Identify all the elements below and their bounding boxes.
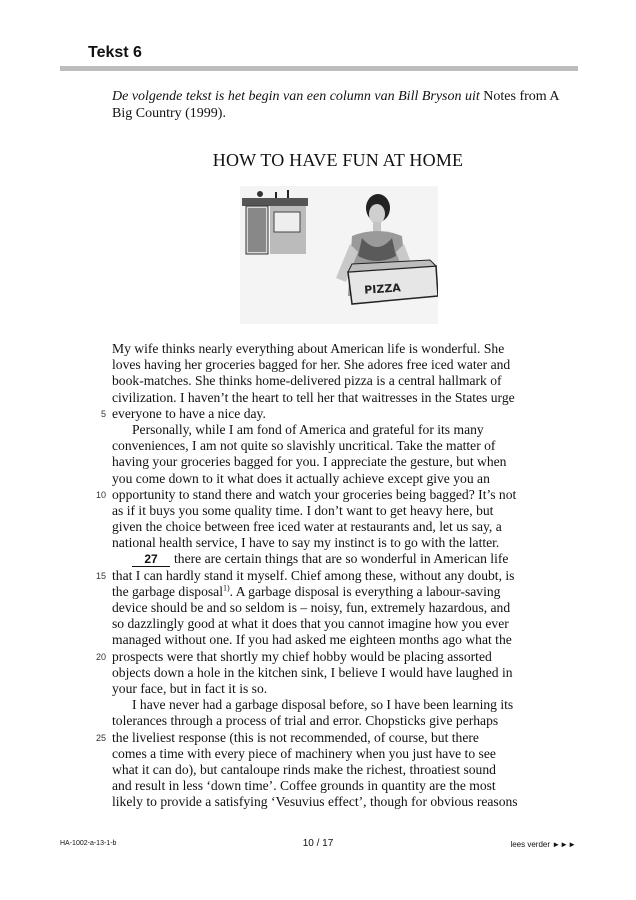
line-number: 10 bbox=[95, 489, 106, 500]
continue-indicator: lees verder ►►► bbox=[510, 840, 576, 849]
text-line: what it can do), but cantaloupe rinds make the richest, throatiest sound bbox=[112, 761, 496, 777]
exam-code: HA-1002-a-13-1-b bbox=[60, 840, 117, 847]
article-title: HOW TO HAVE FUN AT HOME bbox=[212, 150, 464, 170]
page-number: 10 / 17 bbox=[302, 838, 334, 849]
text-line: managed without one. If you had asked me eighteen months ago what the bbox=[112, 632, 512, 648]
text-line: device should be and so seldom is – noisy, fun, extremely hazardous, and bbox=[112, 600, 511, 615]
text-line: having your groceries bagged for you. I appreciate the gesture, but when bbox=[112, 454, 507, 470]
line-number: 25 bbox=[95, 732, 106, 743]
text-line: objects down a hole in the kitchen sink, I believe I would have laughed in bbox=[112, 664, 513, 680]
text-line: civilization. I haven’t the heart to tell her that waitresses in the States urge bbox=[112, 389, 515, 405]
section-title: Tekst 6 bbox=[88, 44, 142, 61]
text-line: 27 there are certain things that are so wonderful in American life bbox=[112, 551, 564, 567]
text-line: likely to provide a satisfying ‘Vesuvius effect’, though for obvious reasons bbox=[112, 794, 518, 810]
intro-book-title: Notes from A Big Country bbox=[112, 89, 559, 121]
text-line: as if it buys you some quality time. I don’t want to get heavy here, but bbox=[112, 502, 494, 518]
text-line: and result in less ‘down time’. Coffee grounds in quantity are the most bbox=[112, 778, 496, 794]
question-gap-27: 27 bbox=[132, 553, 170, 567]
text-line: 15 that I can hardly stand it myself. Chief among these, without any doubt, is bbox=[112, 568, 564, 584]
line-number: 20 bbox=[95, 651, 106, 662]
text-line: book-matches. She thinks home-delivered pizza is a central hallmark of bbox=[112, 373, 502, 389]
pizza-box-label: PIZZA bbox=[363, 281, 402, 297]
article-body bbox=[95, 341, 564, 810]
text-line: tolerances through a process of trial and error. Chopsticks give perhaps bbox=[112, 713, 499, 729]
pizza-woman-illustration bbox=[240, 186, 438, 324]
line-number: 15 bbox=[95, 570, 106, 581]
text-line: your face, but in fact it is so. bbox=[112, 680, 268, 696]
text-line: I have never had a garbage disposal before, so I have been learning its bbox=[132, 697, 514, 713]
intro-italic-text: De volgende tekst is het begin van een column van Bill Bryson uit bbox=[112, 89, 480, 104]
text-line: national health service, I have to say my instinct is to go with the latter. bbox=[112, 535, 500, 551]
text-line: loves having her groceries bagged for her. She adores free iced water and bbox=[112, 357, 511, 373]
text-line: conveniences, I am not quite so slavishly uncritical. Take the matter of bbox=[112, 438, 496, 454]
text-line: so dazzlingly good at what it does that you cannot imagine how you ever bbox=[112, 616, 509, 632]
footnote-marker: 1) bbox=[222, 583, 230, 593]
text-line: 20 prospects were that shortly my chief hobby would be placing assorted bbox=[112, 649, 564, 665]
intro-year: (1999). bbox=[185, 106, 226, 121]
line-number: 5 bbox=[100, 408, 106, 419]
text-line: 10 opportunity to stand there and watch your groceries being bagged? It’s not bbox=[112, 487, 564, 503]
intro-paragraph bbox=[112, 88, 562, 122]
header-divider bbox=[60, 66, 578, 71]
text-line: 25 the liveliest response (this is not recommended, of course, but there bbox=[112, 730, 564, 746]
text-line: My wife thinks nearly everything about American life is wonderful. She bbox=[112, 341, 505, 356]
text-line: given the choice between free iced water at restaurants and, let us say, a bbox=[112, 519, 502, 535]
text-line: Personally, while I am fond of America and grateful for its many bbox=[132, 421, 484, 437]
text-line: the garbage disposal$^{1)}$. A garbage disposal is everything a labour-saving bbox=[112, 583, 501, 599]
text-line: comes a time with every piece of machinery when you just have to see bbox=[112, 745, 496, 761]
text-line: you come down to it what does it actually achieve except give you an bbox=[112, 470, 490, 486]
text-line: 5 everyone to have a nice day. bbox=[112, 406, 564, 422]
